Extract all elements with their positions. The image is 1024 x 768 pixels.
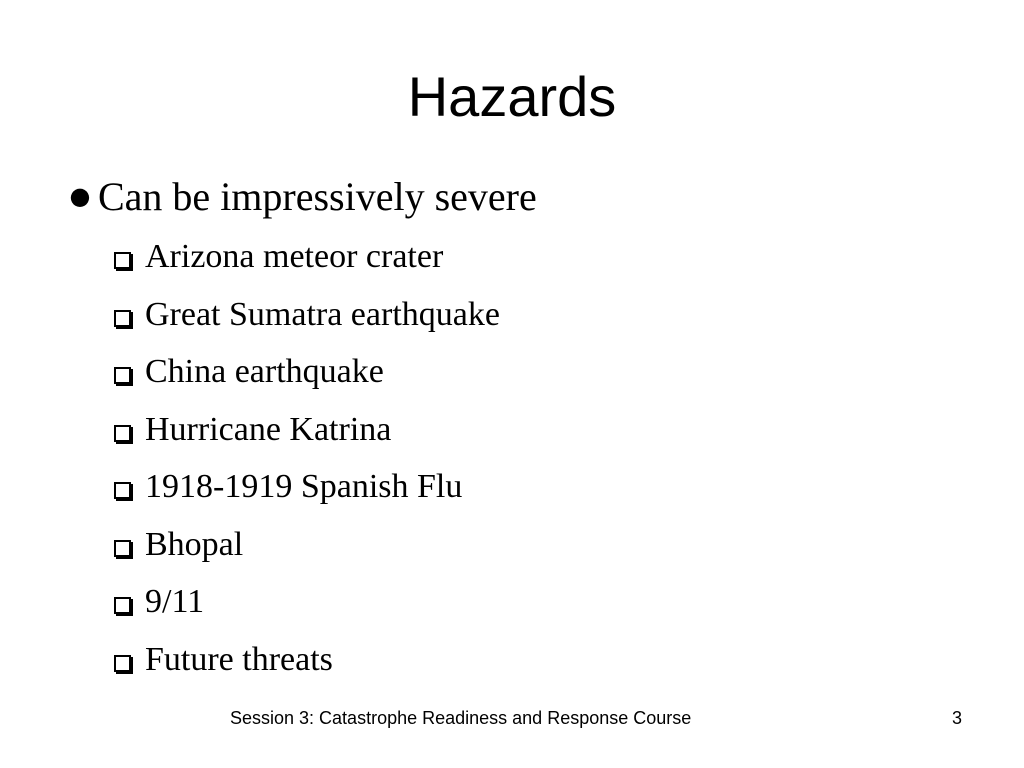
footer-course-title: Session 3: Catastrophe Readiness and Response Course [230,708,692,728]
bullet-dot-icon: ● [69,182,91,210]
sub-bullet-text: Future threats [145,640,333,678]
checkbox-bullet-icon [114,425,131,442]
checkbox-bullet-icon [114,597,131,614]
sub-bullet-item [114,579,500,637]
sub-bullet-text: Bhopal [145,525,244,563]
sub-bullet-item [114,464,500,522]
sub-bullet-item [114,522,500,580]
sub-bullet-item [114,637,500,695]
sub-bullet-text: Great Sumatra earthquake [145,295,500,333]
checkbox-bullet-icon [114,540,131,557]
main-bullet-item [62,170,537,223]
slide-title: Hazards [407,65,617,128]
sub-bullet-text: Arizona meteor crater [145,238,444,275]
sub-bullet-text: 1918-1919 Spanish Flu [145,468,463,505]
sub-bullet-item [114,292,500,350]
checkbox-bullet-icon [114,655,131,672]
page-number: 3 [951,708,962,728]
sub-bullet-list [114,234,500,694]
sub-bullet-text: Hurricane Katrina [145,410,392,448]
checkbox-bullet-icon [114,252,131,269]
sub-bullet-item [114,349,500,407]
sub-bullet-text: 9/11 [145,583,205,620]
checkbox-bullet-icon [114,367,131,384]
main-bullet-text: Can be impressively severe [98,174,537,219]
sub-bullet-item [114,407,500,465]
sub-bullet-item [114,234,500,292]
checkbox-bullet-icon [114,310,131,327]
sub-bullet-text: China earthquake [145,353,384,390]
checkbox-bullet-icon [114,482,131,499]
